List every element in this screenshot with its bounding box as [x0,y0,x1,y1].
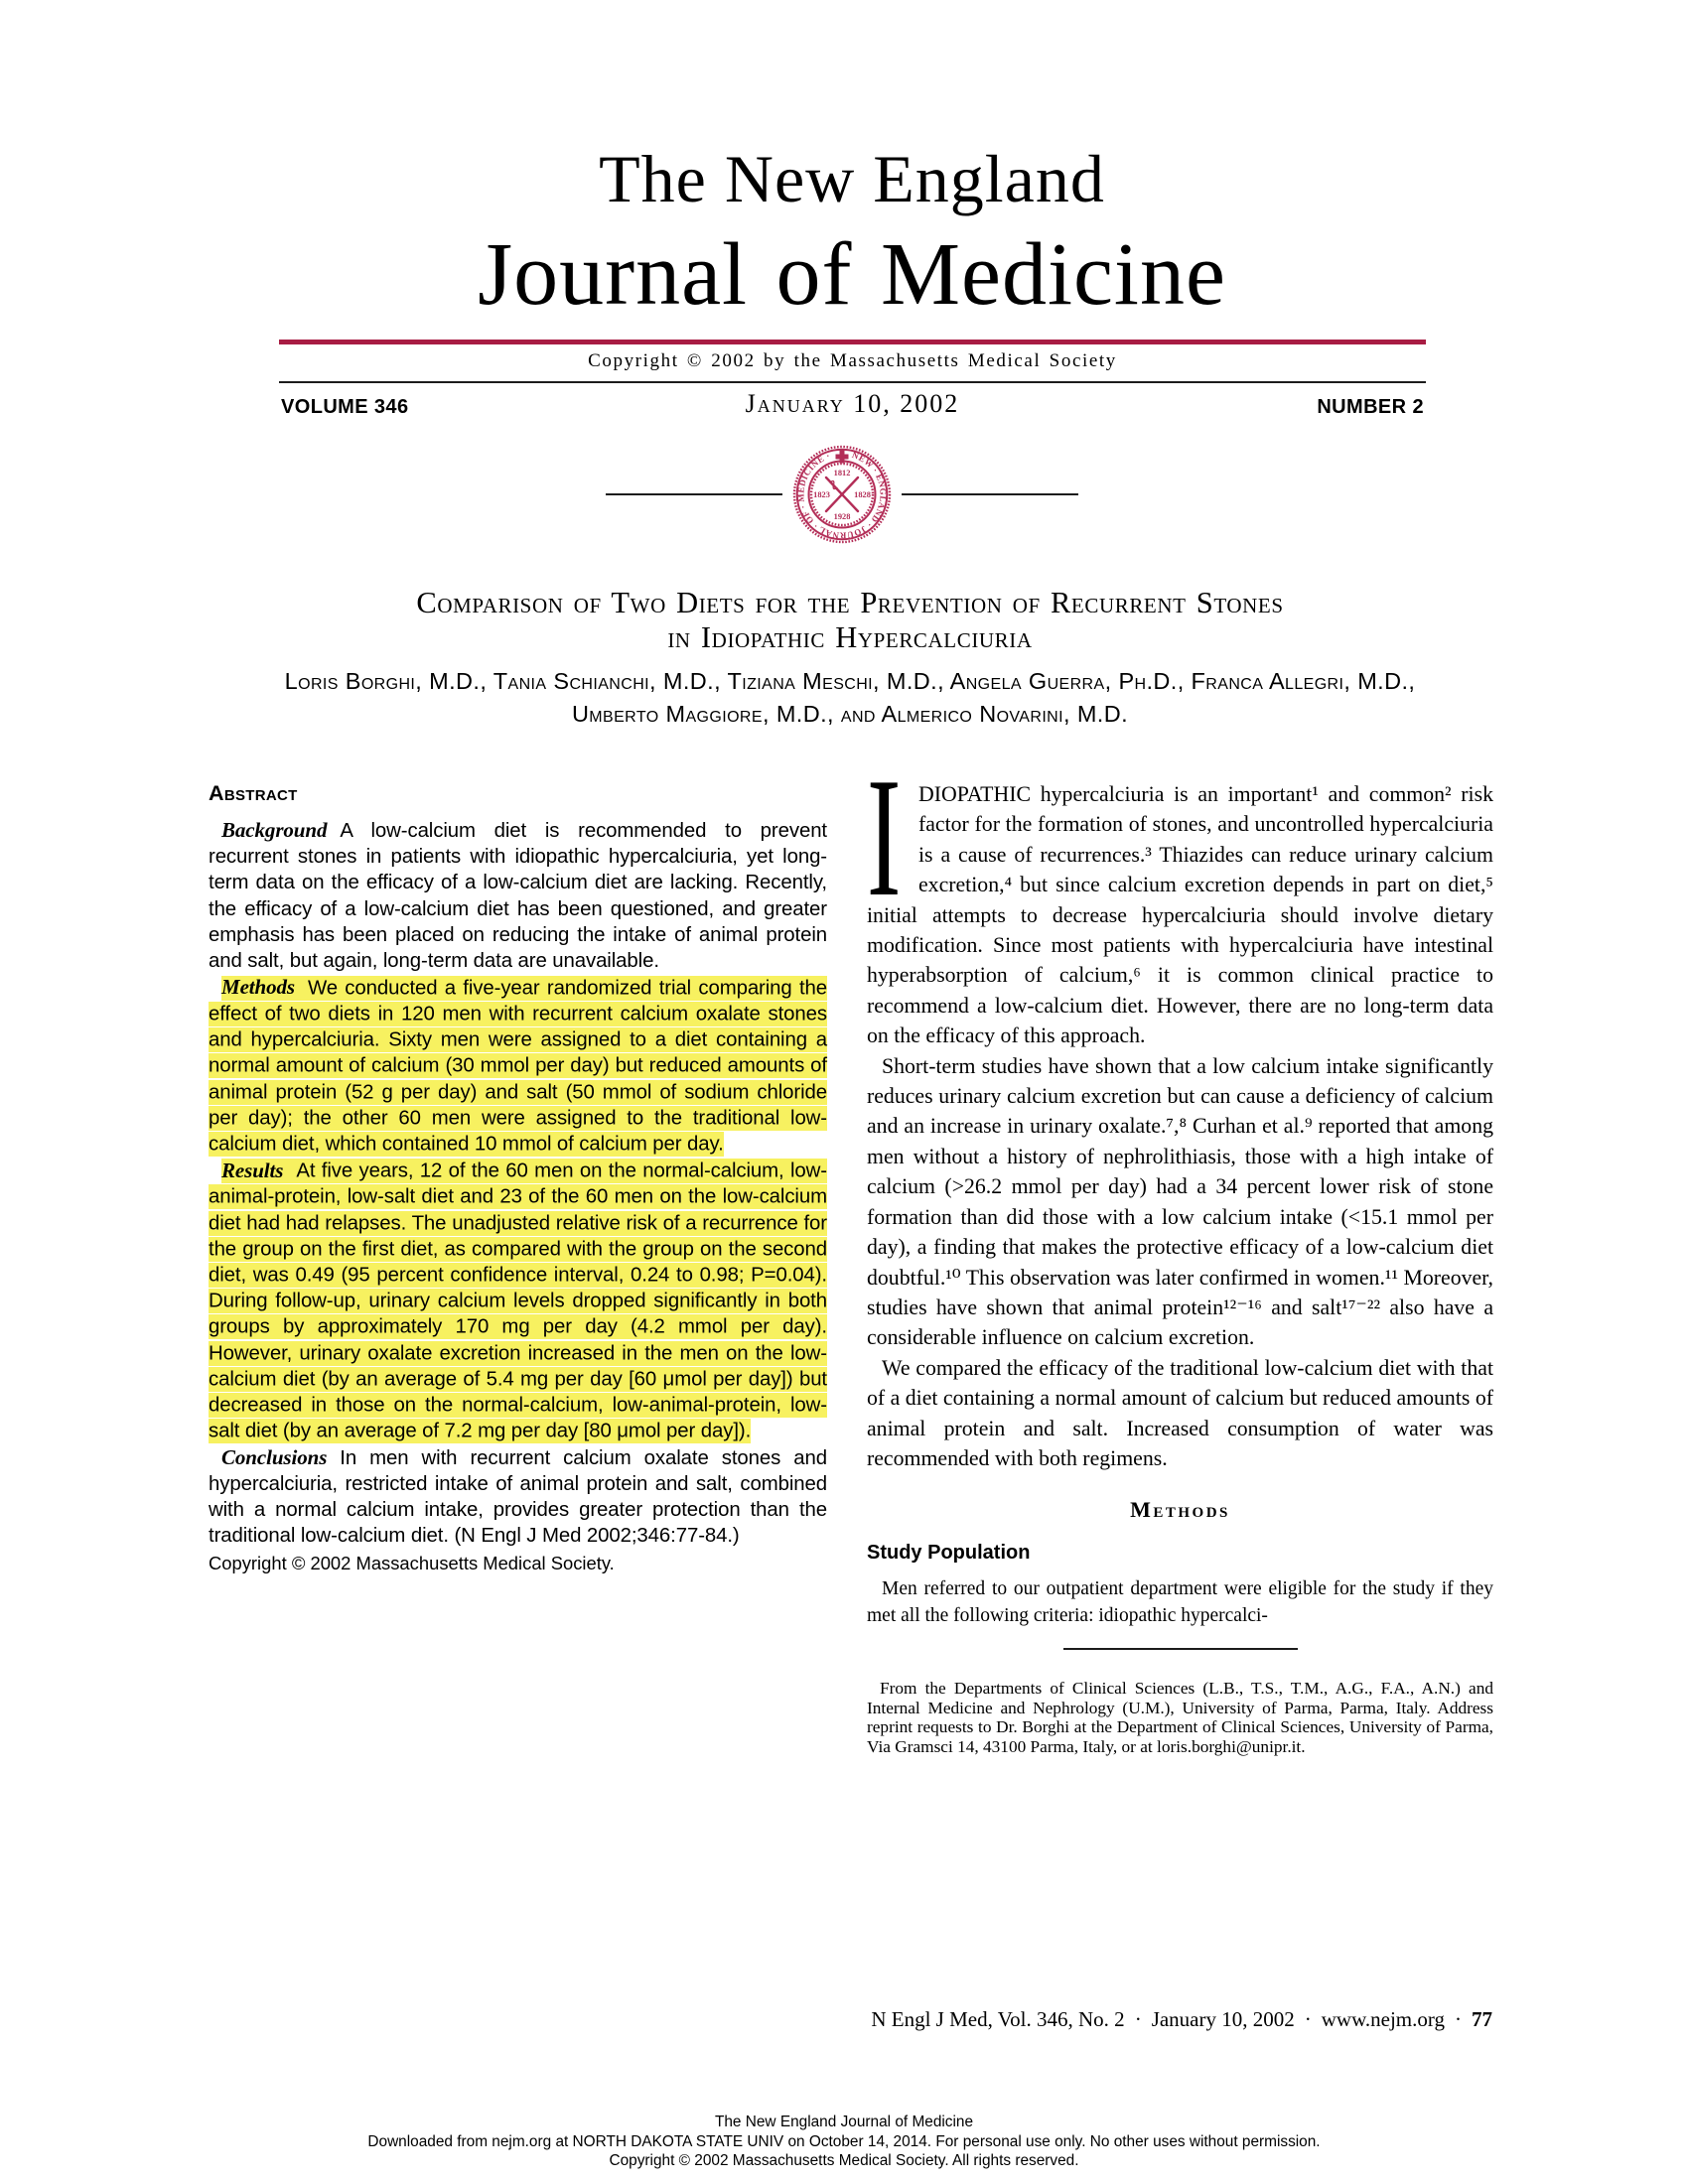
volume-label: VOLUME 346 [281,396,409,418]
seal-ring-text: NEW · ENGLAND · JOURNAL · OF · MEDICINE · [795,449,889,541]
abstract-results-text: At five years, 12 of the 60 men on the normal-calcium, low-animal-protein, low-salt diet and 23 of the 60 men on the low-calcium diet had had relapses. The unadjusted relative risk of a recurrence for the group on the first diet, as compared with the group on the second diet, was 0.49 (95 percent confidence interval, 0.24 to 0.98; P=0.04). During follow-up, urinary calcium levels dropped significantly in both groups by approximately 170 mg per day (4.2 mmol per day). However, urinary oxalate excretion increased in the men on the low-calcium diet (by an average of 5.4 mg per day [60 μmol per day]) but decreased in those on the normal-calcium, low-animal-protein, low-salt diet (by an average of 7.2 mg per day [80 μmol per day]). [209,1160,827,1442]
study-population-text: Men referred to our outpatient department were eligible for the study if they met all the following criteria: idiopathic hypercalci- [867,1578,1493,1627]
footer-separator: · [1134,2007,1142,2031]
abstract-column [209,781,827,1575]
highlighted-region [209,1159,827,1443]
abstract-results-label: Results [221,1158,284,1182]
issue-date: January 10, 2002 [745,389,960,418]
abstract-heading: Abstract [209,781,298,805]
seal-year-bottom: 1928 [833,512,851,521]
download-notice-line3: Copyright © 2002 Massachusetts Medical Society. All rights reserved. [609,2152,1079,2169]
abstract-methods-text: We conducted a five-year randomized trial comparing the effect of two diets in 120 men with recurrent calcium oxalate stones and hypercalciuria. Sixty men were assigned to a diet containing a normal amount of calcium (30 mmol per day) but reduced amounts of animal protein (52 g per day) and salt (50 mmol of sodium chloride per day); the other 60 men were assigned to the traditional low-calcium diet, which contained 10 mmol of calcium per day. [209,977,827,1156]
nejm-seal-logo [792,445,892,544]
methods-section-heading: Methods [1130,1497,1230,1523]
masthead-copyright: Copyright © 2002 by the Massachusetts Medical Society [588,350,1117,371]
abstract-conclusions-paragraph [209,1444,827,1550]
masthead-accent-rule [279,340,1426,344]
article-title [6,586,1688,655]
download-notice [0,2113,1688,2171]
abstract-methods-label: Methods [221,975,295,1000]
affiliation-footnote: From the Departments of Clinical Sciences (L.B., T.S., T.M., A.G., F.A., A.N.) and Internal Medicine and Nephrology (U.M.), University of Parma, Parma, Italy. Address reprint requests to Dr. Borghi at the Department of Clinical Sciences, University of Parma, Via Gramsci 14, 43100 Parma, Italy, or at loris.borghi@unipr.it. [867,1679,1493,1756]
footer-separator: · [1304,2007,1312,2031]
masthead-title-line2: Journal of Medicine [478,225,1226,324]
footnote-divider [1063,1648,1298,1650]
abstract-copyright-note: Copyright © 2002 Massachusetts Medical Society. [209,1552,615,1573]
abstract-background-text: A low-calcium diet is recommended to prevent recurrent stones in patients with idiopathic hypercalciuria, yet long-term data on the efficacy of a low-calcium diet are lacking. Recently, the efficacy of a low-calcium diet has been questioned, and greater emphasis has been placed on reducing the intake of animal protein and salt, but again, long-term data are unavailable. [209,820,827,973]
seal-year-top: 1812 [833,469,851,478]
author-byline-line2: Umberto Maggiore, M.D., and Almerico Novarini, M.D. [571,701,1129,727]
author-byline-line1: Loris Borghi, M.D., Tania Schianchi, M.D., Tiziana Meschi, M.D., Angela Guerra, Ph.D., Franca Allegri, M.D., [284,668,1416,694]
footer-date: January 10, 2002 [1151,2007,1295,2031]
article-title-line1: Comparison of Two Diets for the Prevention of Recurrent Stones [416,586,1284,620]
seal-flank-line-left [606,493,782,495]
seal-year-right: 1828 [854,490,871,499]
intro-paragraph-2: Short-term studies have shown that a low calcium intake significantly reduces urinary calcium excretion but can cause a deficiency of calcium and an increase in urinary oxalate.⁷,⁸ Curhan et al.⁹ reported that among men without a history of nephrolithiasis, those with a high intake of calcium (>26.2 mmol per day) had a 34 percent lower risk of stone formation than did those with a low calcium intake (<15.1 mmol per day), a finding that makes the protective efficacy of a low-calcium diet doubtful.¹⁰ This observation was later confirmed in women.¹¹ Moreover, studies have shown that animal protein¹²⁻¹⁶ and salt¹⁷⁻²² also have a considerable influence on calcium excretion. [867,1053,1493,1350]
body-column [867,744,1493,1756]
abstract-background-label: Background [221,818,328,842]
abstract-results-paragraph [209,1158,827,1444]
seal-center-emblem [813,469,871,521]
download-notice-line2: Downloaded from nejm.org at NORTH DAKOTA STATE UNIV on October 14, 2014. For personal use only. No other uses without permission. [367,2132,1321,2150]
intro-paragraph-1-text: DIOPATHIC hypercalciuria is an important¹ and common² risk factor for the formation of stones, and uncontrolled hypercalciuria is a cause of recurrences.³ Thiazides can reduce urinary calcium excretion,⁴ but since calcium excretion depends in part on diet,⁵ initial attempts to decrease hypercalciuria should involve dietary modification. Since most patients with hypercalciuria have intestinal hyperabsorption of calcium,⁶ it is common clinical practice to recommend a low-calcium diet. However, there are no long-term data on the efficacy of this approach. [867,782,1493,1048]
download-notice-line1: The New England Journal of Medicine [714,2114,974,2130]
study-population-heading: Study Population [867,1542,1031,1565]
article-title-line2: in Idiopathic Hypercalciuria [667,620,1033,655]
footer-separator: · [1455,2007,1462,2031]
masthead-divider-rule [279,381,1426,383]
abstract-conclusions-text: In men with recurrent calcium oxalate stones and hypercalciuria, restricted intake of animal protein and salt, combined with a normal calcium intake, provides greater protection than the traditional low-calcium diet. (N Engl J Med 2002;346:77-84.) [209,1446,827,1548]
abstract-conclusions-label: Conclusions [221,1444,328,1469]
page-footer [209,2006,1492,2032]
footer-site: www.nejm.org [1321,2007,1445,2031]
number-label: NUMBER 2 [1317,396,1424,418]
drop-cap: I [867,744,902,932]
intro-paragraph-1 [867,744,1493,1051]
highlighted-region [209,976,827,1157]
issue-info-row [279,389,1426,421]
seal-flank-line-right [902,493,1078,495]
author-byline [6,665,1688,731]
page-number: 77 [1472,2007,1492,2031]
abstract-background-paragraph [209,817,827,974]
intro-paragraph-3: We compared the efficacy of the traditional low-calcium diet with that of a diet containing a normal amount of calcium but reduced amounts of animal protein and salt. Increased consumption of water was recommended with both regimens. [867,1355,1493,1470]
abstract-methods-paragraph [209,974,827,1157]
masthead-title-line1: The New England [599,141,1105,216]
seal-year-left: 1823 [813,490,830,499]
footer-citation: N Engl J Med, Vol. 346, No. 2 [871,2007,1125,2031]
